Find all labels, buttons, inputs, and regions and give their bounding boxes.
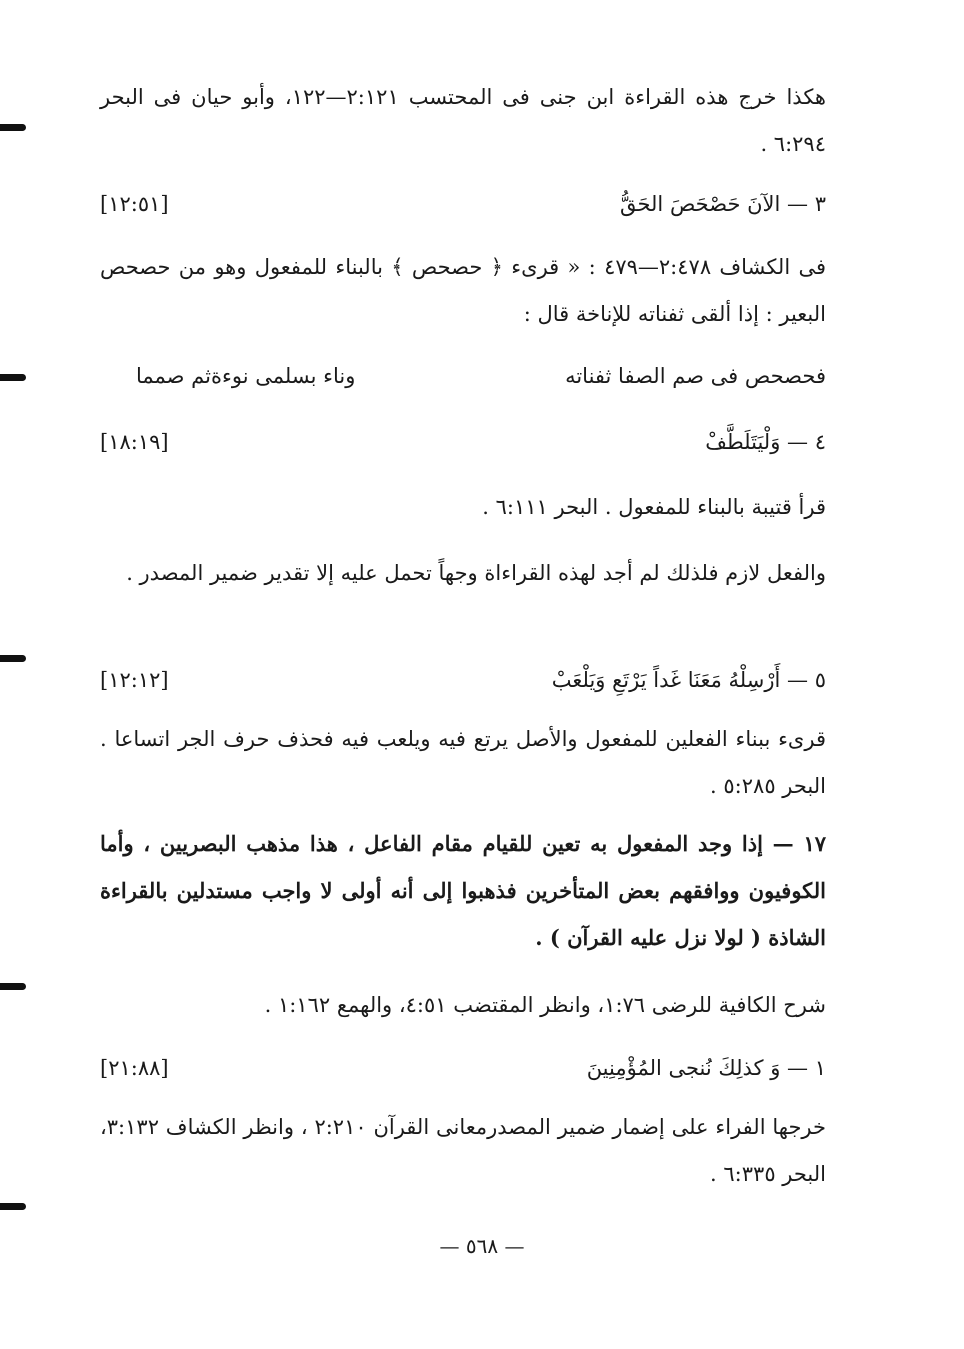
verse-words: وَلْيَتَلَطَّفْ <box>705 430 781 454</box>
paragraph-intransitive-verb: والفعل لازم فلذلك لم أجد لهذه القراءاة وجهاً تحمل عليه إلا تقدير ضمير المصدر . <box>126 561 826 585</box>
verse-number: ٤ — <box>787 430 826 454</box>
scan-edge-mark <box>0 124 26 131</box>
scan-edge-mark <box>0 655 26 662</box>
scan-edge-mark <box>0 374 26 381</box>
scan-edge-mark <box>0 1203 26 1210</box>
verse-number: ٣ — <box>787 192 826 216</box>
paragraph-kashshaf: فى الكشاف ٢:٤٧٨—٤٧٩ : « قرىء ﴿ حصحص ﴾ بالبناء للمفعول وهو من حصحص البعير : إذا ألقى ثفناته للإناخة قال : <box>100 255 827 326</box>
verse-row <box>100 180 826 228</box>
verse-reference: [٢١:٨٨] <box>100 1056 169 1080</box>
verse-words: الآنَ حَصْحَصَ الحَقُّ <box>619 192 781 216</box>
verse-text <box>587 1044 826 1092</box>
paragraph-section-17: ١٧ — إذا وجد المفعول به تعين للقيام مقام الفاعل ، هذا مذهب البصريين ، وأما الكوفيون ووافقهم بعض المتأخرين فذهبوا إلى أنه أولى لا واجب مستدلين بالقراءة الشاذة ( لولا نزل عليه القرآن ) . <box>100 831 826 950</box>
paragraph-farra: خرجها الفراء على إضمار ضمير المصدرمعانى القرآن ٢:٢١٠ ، وانظر الكشاف ٣:١٣٢، البحر ٦:٣٣٥ . <box>100 1115 826 1186</box>
verse-text <box>620 180 826 228</box>
poem-first-hemistich: فحصحص فى صم الصفا ثفناته <box>565 364 826 388</box>
verse-reference: [١٢:١٢] <box>100 668 169 692</box>
verse-text <box>705 418 826 466</box>
verse-row <box>100 1044 826 1092</box>
paragraph-qutayba: قرأ قتيبة بالبناء للمفعول . البحر ٦:١١١ . <box>482 495 826 519</box>
verse-reference: [١٨:١٩] <box>100 430 169 454</box>
page-number: — ٥٦٨ — <box>439 1234 525 1258</box>
verse-words: وَ كذلِكَ نُنجى المُؤْمِنِينَ <box>586 1056 781 1080</box>
paragraph-kafiya: شرح الكافية للرضى ١:٧٦، وانظر المقتضب ٤:٥١، والهمع ١:١٦٢ . <box>264 993 826 1017</box>
verse-row <box>100 656 826 704</box>
paragraph-abu-hayyan: هكذا خرج هذه القراءة ابن جنى فى المحتسب ٢:١٢١—١٢٢، وأبو حيان فى البحر ٦:٢٩٤ . <box>100 85 826 156</box>
verse-number: ١ — <box>787 1056 826 1080</box>
verse-row <box>100 418 826 466</box>
poem-verse <box>100 352 826 400</box>
paragraph-two-verbs: قرىء ببناء الفعلين للمفعول والأصل يرتع فيه ويلعب فيه فحذف حرف الجر اتساعا . البحر ٥:٢٨٥ . <box>100 727 826 798</box>
scan-edge-mark <box>0 983 26 990</box>
verse-reference: [١٢:٥١] <box>100 192 169 216</box>
poem-second-hemistich: وناء بسلمى نوءةثم صمما <box>136 364 356 388</box>
verse-text <box>552 656 826 704</box>
verse-number: ٥ — <box>787 668 826 692</box>
verse-words: أَرْسِلْهُ مَعَنَا غَداً يَرْتَعِ وَيَلْعَبْ <box>551 668 781 692</box>
